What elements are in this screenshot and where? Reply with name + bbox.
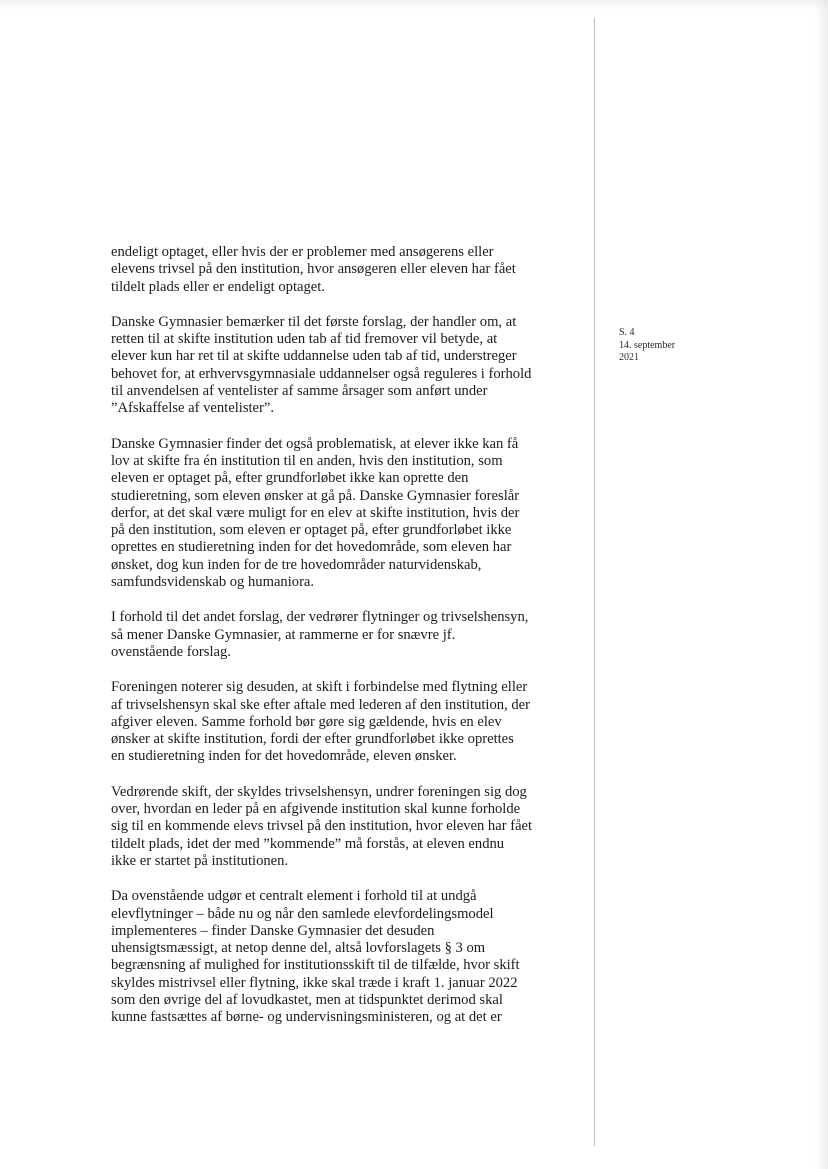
body-paragraph: Vedrørende skift, der skyldes trivselshensyn, undrer foreningen sig dog over, hvordan en leder på en afgivende institution skal kunne forholde sig til en kommende elevs trivsel på den institution, hvor eleven har fået tildelt plads, idet der med ”kommende” må forstås, at eleven endnu ikke er startet på institutionen. (111, 783, 533, 869)
body-paragraph: I forhold til det andet forslag, der vedrører flytninger og trivselshensyn, så mener Danske Gymnasier, at rammerne er for snævre jf. ovenstående forslag. (111, 609, 529, 660)
page-number: S. 4 (619, 327, 635, 338)
date-line: 14. september (619, 339, 676, 351)
body-paragraph: Danske Gymnasier finder det også problematisk, at elever ikke kan få lov at skifte fra én institution til en anden, hvis den institution, som eleven er optaget på, efter grundforløbet ikke kan oprette den studieretning, som eleven ønsker at gå på. Danske Gymnasier foreslår derfor, at det skal være muligt for en elev at skifte institution, hvis der på den institution, som eleven er optaget på, efter grundforløbet ikke oprettes en studieretning inden for det hovedområde, som eleven har ønsket, dog kun inden for de tre hovedområder naturvidenskab, samfundsvidenskab og humaniora. (111, 435, 520, 591)
page-top-shadow (0, 0, 828, 10)
body-paragraph: endeligt optaget, eller hvis der er problemer med ansøgerens eller elevens trivsel på den institution, hvor ansøgeren eller eleven har fået tildelt plads eller er endeligt optaget. (111, 244, 516, 295)
body-paragraph: Da ovenstående udgør et centralt element i forhold til at undgå elevflytninger – både nu og når den samlede elevfordelingsmodel implementeres – finder Danske Gymnasier det desuden uhensigtsmæssigt, at netop denne del, altså lovforslagets § 3 om begrænsning af mulighed for institutionsskift til de tilfælde, hvor skift skyldes mistrivsel eller flytning, ikke skal træde i kraft 1. januar 2022 som den øvrige del af lovudkastet, men at tidspunktet derimod skal kunne fastsættes af børne- og undervisningsministeren, og at det er (111, 888, 520, 1026)
margin-meta (619, 327, 675, 365)
letter-body (111, 244, 571, 1045)
body-paragraph: Danske Gymnasier bemærker til det første forslag, der handler om, at retten til at skifte institution uden tab af tid fremover vil betyde, at elever kun har ret til at skifte uddannelse uden tab af tid, understreger behovet for, at erhvervsgymnasiale uddannelser også reguleres i forhold til anvendelsen af ventelister af samme årsager som anført under ”Afskaffelse af ventelister”. (111, 313, 532, 417)
margin-divider-line (594, 18, 595, 1146)
page-edge-shadow (814, 0, 828, 1169)
date-year: 2021 (619, 352, 639, 363)
body-paragraph: Foreningen noterer sig desuden, at skift i forbindelse med flytning eller af trivselshensyn skal ske efter aftale med lederen af den institution, der afgiver eleven. Samme forhold bør gøre sig gældende, hvis en elev ønsker at skifte institution, fordi der efter grundforløbet ikke oprettes en studieretning inden for det hovedområde, eleven ønsker. (111, 679, 531, 765)
